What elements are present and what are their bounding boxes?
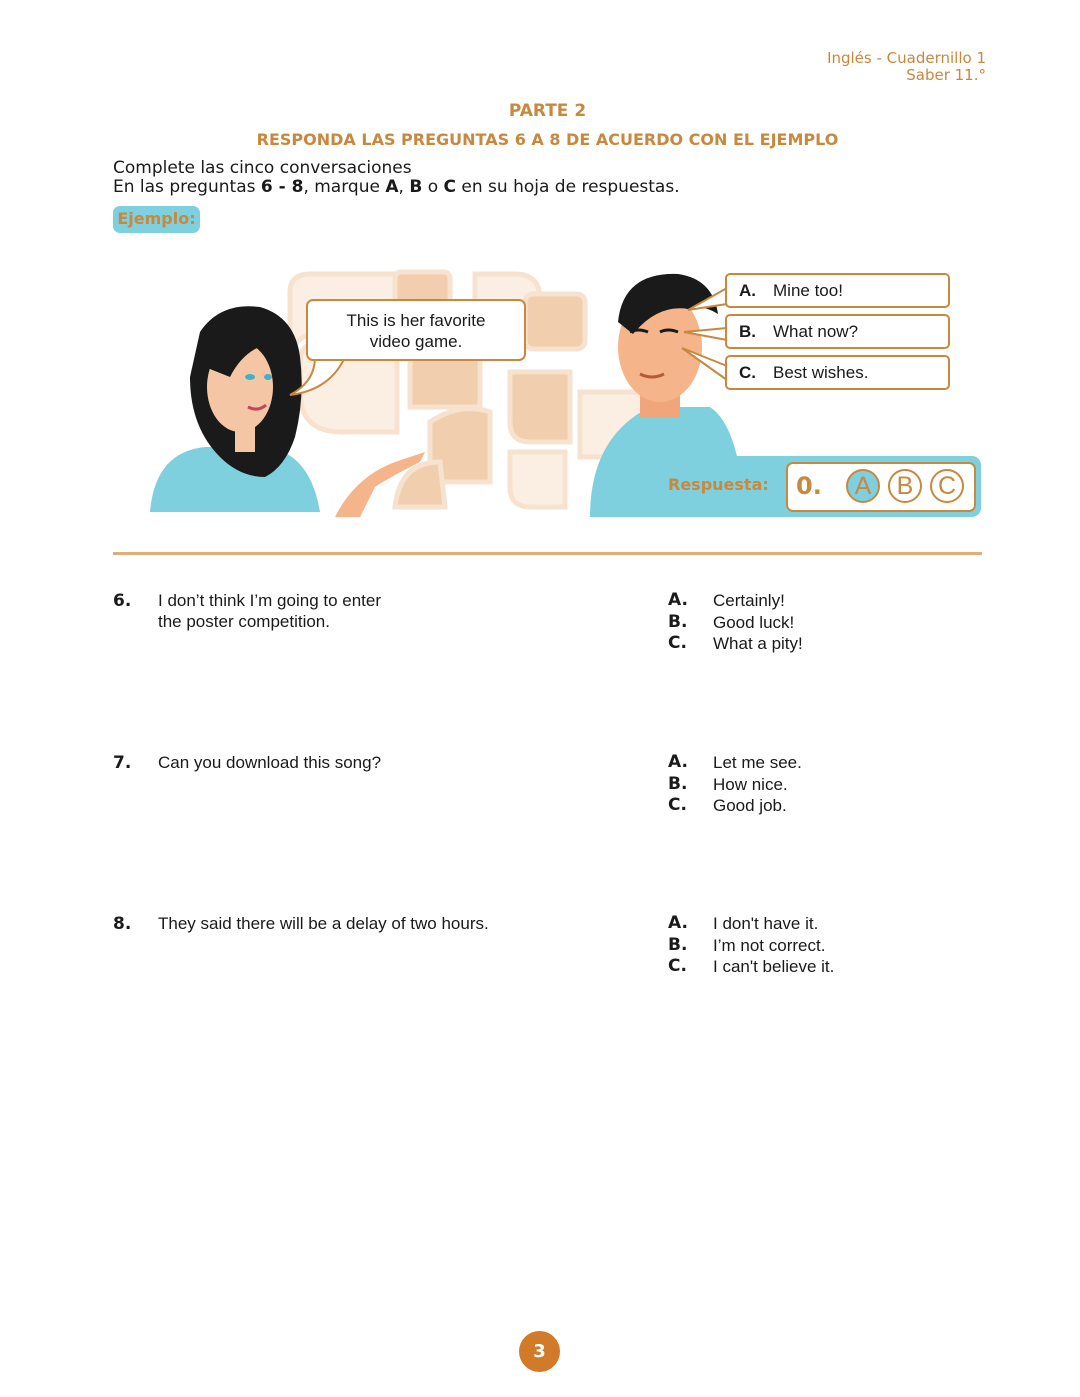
intro-range: 6 - 8 — [260, 177, 304, 197]
part-title: PARTE 2 — [508, 101, 587, 121]
option-letter: B. — [668, 611, 688, 632]
example-option-b — [725, 314, 950, 349]
option-text: Good luck! — [713, 612, 795, 632]
bubble-line-1: This is her favorite — [346, 311, 486, 330]
intro-letter-b: B — [409, 177, 423, 197]
question-line: They said there will be a delay of two hours. — [158, 914, 489, 933]
bubble-line-2: video game. — [369, 332, 463, 351]
option-text: Certainly! — [713, 591, 785, 610]
question-7-text — [158, 752, 381, 773]
answer-circle-c: C — [930, 469, 964, 503]
option-letter: B. — [668, 773, 688, 794]
answer-number: 0. — [796, 472, 822, 500]
question-line: Can you download this song? — [158, 753, 382, 772]
intro-text: , — [398, 177, 410, 197]
bubble-tail — [285, 355, 365, 400]
option-letter: B. — [739, 322, 756, 341]
option-letter: C. — [668, 633, 687, 653]
question-6-number — [113, 590, 131, 612]
option-text: Good job. — [713, 796, 787, 815]
intro-text: En las preguntas — [113, 177, 261, 197]
instruction-title: RESPONDA LAS PREGUNTAS 6 A 8 DE ACUERDO CON EL EJEMPLO — [256, 130, 839, 149]
option-text: What now? — [773, 322, 859, 341]
intro-letter-a: A — [385, 177, 399, 197]
question-6-text — [158, 590, 381, 632]
booklet-title: Inglés - Cuadernillo 1 — [827, 49, 986, 67]
option-text: Mine too! — [773, 281, 843, 300]
example-option-a — [725, 273, 950, 308]
option-letter: A. — [739, 281, 756, 300]
question-line: the poster competition. — [158, 612, 330, 631]
option-tails — [680, 280, 730, 390]
option-text: What a pity! — [713, 634, 803, 653]
answer-circle-b: B — [888, 469, 922, 503]
intro-line-2 — [113, 177, 680, 197]
intro-letter-c: C — [443, 177, 456, 197]
option-text: Let me see. — [713, 753, 802, 772]
option-letter: A. — [668, 590, 688, 610]
option-letter: A. — [668, 752, 688, 772]
intro-line-1: Complete las cinco conversaciones — [113, 158, 412, 178]
question-7-number — [113, 752, 131, 774]
booklet-grade: Saber 11.° — [906, 66, 986, 84]
option-text: How nice. — [713, 774, 788, 794]
page-number-badge: 3 — [519, 1331, 560, 1372]
option-letter: C. — [739, 363, 756, 382]
intro-text: en su hoja de respuestas. — [456, 177, 680, 197]
section-divider — [113, 552, 982, 555]
answer-circle-a: A — [846, 469, 880, 503]
option-letter: A. — [668, 913, 688, 933]
answer-label: Respuesta: — [668, 475, 769, 494]
intro-text: , marque — [303, 177, 386, 197]
example-option-c — [725, 355, 950, 390]
question-line: I don’t think I’m going to enter — [158, 591, 382, 610]
intro-text: o — [422, 177, 444, 197]
option-letter: B. — [668, 934, 688, 955]
question-number: 6. — [113, 591, 132, 611]
option-text: Best wishes. — [773, 363, 869, 382]
woman-speech-bubble — [306, 299, 526, 361]
booklet-header — [827, 50, 986, 84]
option-text: I’m not correct. — [713, 935, 826, 955]
example-label: Ejemplo: — [113, 206, 200, 233]
option-letter: C. — [668, 956, 687, 976]
option-text: I can't believe it. — [713, 957, 835, 976]
question-8-text — [158, 913, 489, 934]
question-number: 8. — [113, 914, 132, 934]
question-number: 7. — [113, 753, 132, 773]
option-letter: C. — [668, 795, 687, 815]
question-8-number — [113, 913, 131, 935]
option-text: I don't have it. — [713, 914, 819, 933]
